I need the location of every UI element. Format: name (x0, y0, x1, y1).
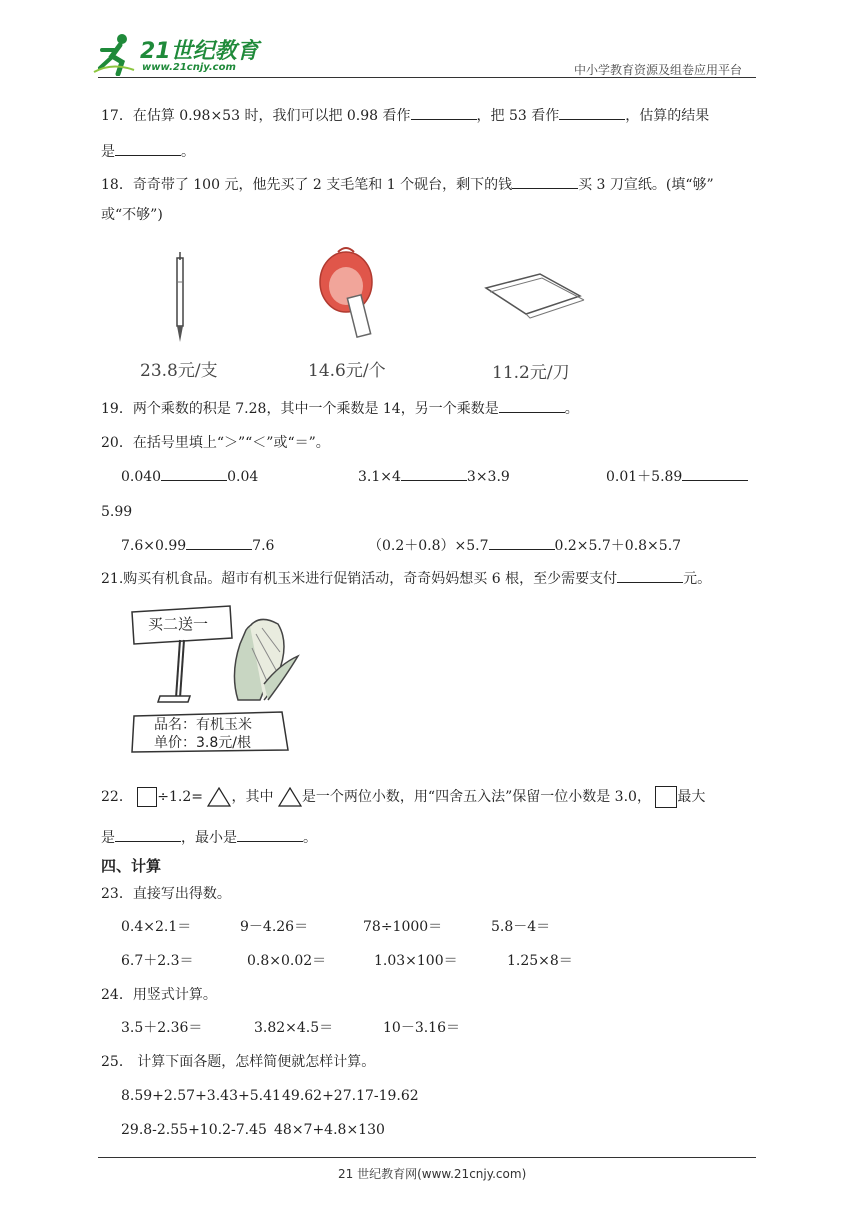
calc-item: 3.5＋2.36＝ (121, 1020, 203, 1036)
question-19: 19．两个乘数的积是 7.28，其中一个乘数是 14，另一个乘数是 。 (101, 398, 579, 419)
square-box-icon (137, 787, 157, 807)
answer-blank[interactable] (237, 827, 303, 842)
footer-text: 21 世纪教育网(www.21cnjy.com) (338, 1167, 527, 1181)
answer-blank[interactable] (115, 827, 181, 842)
question-18-line1: 18．奇奇带了 100 元，他先买了 2 支毛笔和 1 个砚台，剩下的钱 买 3 刀宣纸。(填“够” (101, 174, 714, 195)
triangle-icon (207, 787, 231, 807)
header-right-text: 中小学教育资源及组卷应用平台 (574, 63, 743, 77)
compare-b: 3.1×4 3×3.9 (358, 466, 510, 487)
calc-item: 3.82×4.5＝ (254, 1020, 334, 1036)
triangle-icon (278, 787, 302, 807)
calc-item: 9－4.26＝ (240, 919, 309, 935)
square-box-icon (655, 786, 677, 808)
question-22-line2: 是 ，最小是 。 (101, 827, 317, 848)
question-number: 17． (101, 108, 133, 124)
price-paper: 11.2元/刀 (492, 363, 570, 383)
calc-item: 29.8-2.55+10.2-7.45 (121, 1122, 267, 1138)
answer-blank[interactable] (512, 174, 578, 189)
runner-logo-icon (92, 32, 136, 76)
answer-blank[interactable] (186, 535, 252, 550)
rice-paper-icon (480, 262, 590, 322)
question-23: 23．直接写出得数。 (101, 886, 231, 902)
price-inkstone: 14.6元/个 (308, 361, 386, 381)
calc-item: 0.8×0.02＝ (247, 953, 327, 969)
compare-e: （0.2＋0.8）×5.7 0.2×5.7＋0.8×5.7 (368, 535, 681, 556)
answer-blank[interactable] (617, 568, 683, 583)
calc-item: 8.59+2.57+3.43+5.41 (121, 1088, 281, 1104)
product-name-label: 品名：有机玉米 (154, 717, 252, 733)
question-22-line1: 22． ÷1.2= ，其中 是一个两位小数，用“四舍五入法”保留一位小数是 3.0， 最大 (101, 786, 705, 808)
inkstone-icon (316, 244, 386, 340)
calc-item: 1.03×100＝ (374, 953, 458, 969)
brush-pen-icon (168, 252, 192, 344)
answer-blank[interactable] (115, 141, 181, 156)
section-title: 四、计算 (101, 857, 162, 875)
question-17-line1: 17．在估算 0.98×53 时，我们可以把 0.98 看作 ，把 53 看作 ，估算的结果 (101, 105, 709, 126)
question-17-line2: 是 。 (101, 141, 195, 162)
price-brush: 23.8元/支 (140, 361, 218, 381)
promo-sign-text: 买二送一 (148, 615, 209, 633)
calc-item: 10－3.16＝ (383, 1020, 460, 1036)
answer-blank[interactable] (682, 466, 748, 481)
footer-divider (98, 1157, 756, 1158)
compare-c-right: 5.99 (101, 504, 133, 520)
question-21: 21.购买有机食品。超市有机玉米进行促销活动，奇奇妈妈想买 6 根，至少需要支付 元。 (101, 568, 711, 589)
answer-blank[interactable] (489, 535, 555, 550)
compare-c: 0.01＋5.89 (606, 466, 748, 487)
calc-item: 78÷1000＝ (363, 919, 443, 935)
question-25: 25． 计算下面各题，怎样简便就怎样计算。 (101, 1054, 376, 1070)
header-divider (98, 77, 756, 78)
calc-item: 5.8－4＝ (491, 919, 551, 935)
calc-item: 6.7＋2.3＝ (121, 953, 194, 969)
calc-item: 48×7+4.8×130 (274, 1122, 385, 1138)
header-logo (92, 32, 262, 78)
logo-url: www.21cnjy.com (142, 62, 236, 73)
compare-a: 0.040 0.04 (121, 466, 258, 487)
answer-blank[interactable] (499, 398, 565, 413)
calc-item: 0.4×2.1＝ (121, 919, 192, 935)
answer-blank[interactable] (161, 466, 227, 481)
answer-blank[interactable] (559, 105, 625, 120)
answer-blank[interactable] (401, 466, 467, 481)
logo-title: 21世纪教育 (140, 39, 259, 64)
question-24: 24．用竖式计算。 (101, 987, 217, 1003)
question-20: 20．在括号里填上“＞”“＜”或“＝”。 (101, 435, 330, 451)
answer-blank[interactable] (411, 105, 477, 120)
question-18-line2: 或“不够”) (101, 207, 163, 223)
compare-d: 7.6×0.99 7.6 (121, 535, 274, 556)
unit-price-label: 单价：3.8元/根 (154, 735, 251, 751)
calc-item: 49.62+27.17-19.62 (282, 1088, 419, 1104)
corn-promo-illustration (130, 604, 300, 756)
calc-item: 1.25×8＝ (507, 953, 573, 969)
